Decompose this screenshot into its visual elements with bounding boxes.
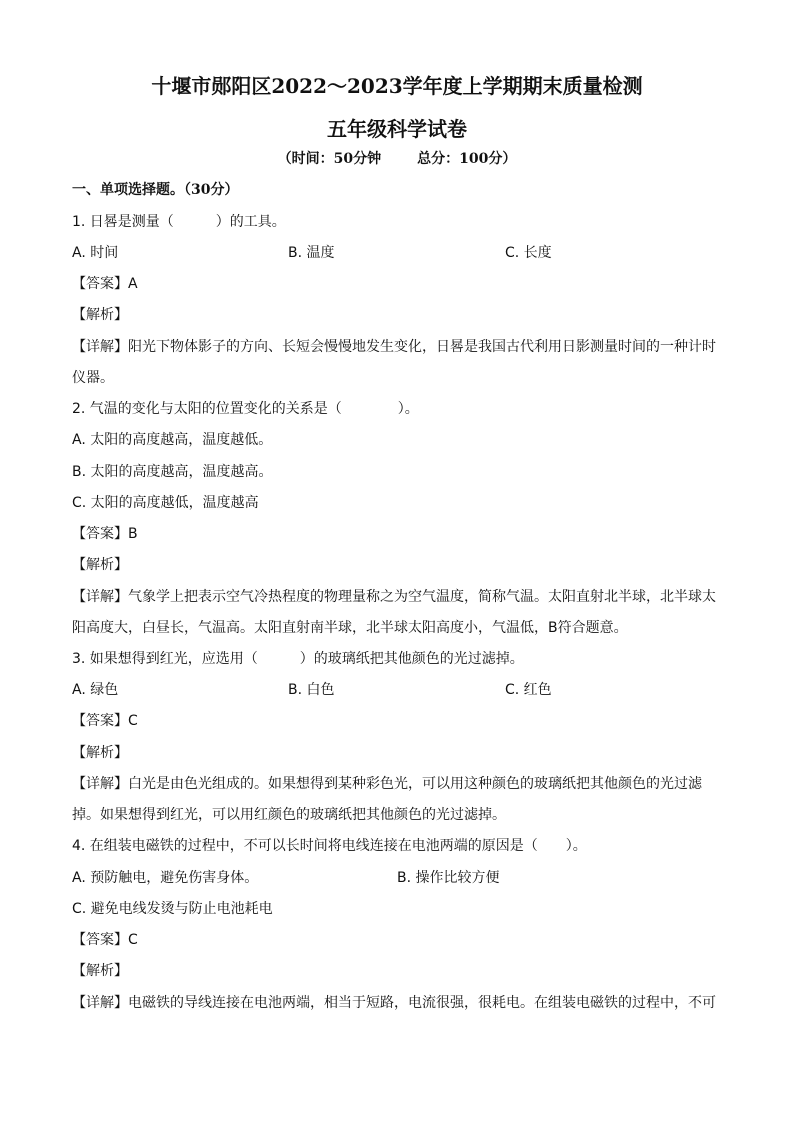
exam-subtitle: 五年级科学试卷 bbox=[327, 117, 467, 141]
question-1-detail-line-1: 【详解】阳光下物体影子的方向、长短会慢慢地发生变化，日晷是我国古代利用日影测量时间的一种计时 bbox=[72, 339, 716, 355]
question-4-detail-line-1: 【详解】电磁铁的导线连接在电池两端，相当于短路，电流很强，很耗电。在组装电磁铁的过程中，不可 bbox=[72, 995, 716, 1011]
question-2-answer: 【答案】B bbox=[72, 526, 138, 542]
question-4-stem: 4. 在组装电磁铁的过程中，不可以长时间将电线连接在电池两端的原因是（ ）。 bbox=[72, 838, 587, 854]
question-3-detail-line-2: 掉。如果想得到红光，可以用红颜色的玻璃纸把其他颜色的光过滤掉。 bbox=[72, 807, 506, 823]
question-1-option-c: C. 长度 bbox=[505, 245, 552, 261]
question-4-answer: 【答案】C bbox=[72, 932, 138, 948]
question-2-detail-line-2: 阳高度大，白昼长，气温高。太阳直射南半球，北半球太阳高度小，气温低，B符合题意。 bbox=[72, 620, 628, 636]
question-1-detail-line-2: 仪器。 bbox=[72, 370, 114, 386]
question-3-option-b: B. 白色 bbox=[288, 682, 335, 698]
question-4-option-b: B. 操作比较方便 bbox=[397, 870, 500, 886]
exam-title: 十堰市郧阳区2022～2023学年度上学期期末质量检测 bbox=[151, 74, 643, 98]
exam-meta bbox=[0, 148, 794, 168]
question-3-option-c: C. 红色 bbox=[505, 682, 552, 698]
question-3-option-a: A. 绿色 bbox=[72, 682, 119, 698]
question-1-stem: 1. 日晷是测量（ ）的工具。 bbox=[72, 214, 286, 230]
question-1-option-b: B. 温度 bbox=[288, 245, 335, 261]
question-2-option-b: B. 太阳的高度越高，温度越高。 bbox=[72, 464, 273, 480]
question-3-analysis: 【解析】 bbox=[72, 745, 128, 761]
section-heading: 一、单项选择题。（30分） bbox=[72, 182, 239, 198]
question-3-stem: 3. 如果想得到红光，应选用（ ）的玻璃纸把其他颜色的光过滤掉。 bbox=[72, 651, 524, 667]
question-2-option-a: A. 太阳的高度越高，温度越低。 bbox=[72, 432, 273, 448]
question-2-stem: 2. 气温的变化与太阳的位置变化的关系是（ ）。 bbox=[72, 401, 419, 417]
question-3-answer: 【答案】C bbox=[72, 713, 138, 729]
exam-time: （时间：50分钟 bbox=[277, 151, 382, 167]
question-3-detail-line-1: 【详解】白光是由色光组成的。如果想得到某种彩色光，可以用这种颜色的玻璃纸把其他颜色的光过滤 bbox=[72, 776, 702, 792]
question-2-option-c: C. 太阳的高度越低，温度越高 bbox=[72, 495, 259, 511]
question-4-analysis: 【解析】 bbox=[72, 963, 128, 979]
question-2-detail-line-1: 【详解】气象学上把表示空气冷热程度的物理量称之为空气温度，简称气温。太阳直射北半球，北半球太 bbox=[72, 589, 716, 605]
question-1-analysis: 【解析】 bbox=[72, 307, 128, 323]
question-2-analysis: 【解析】 bbox=[72, 557, 128, 573]
question-1-option-a: A. 时间 bbox=[72, 245, 119, 261]
exam-score: 总分：100分） bbox=[417, 151, 517, 167]
question-4-option-c: C. 避免电线发烫与防止电池耗电 bbox=[72, 901, 273, 917]
question-4-option-a: A. 预防触电，避免伤害身体。 bbox=[72, 870, 259, 886]
question-1-answer: 【答案】A bbox=[72, 276, 138, 292]
